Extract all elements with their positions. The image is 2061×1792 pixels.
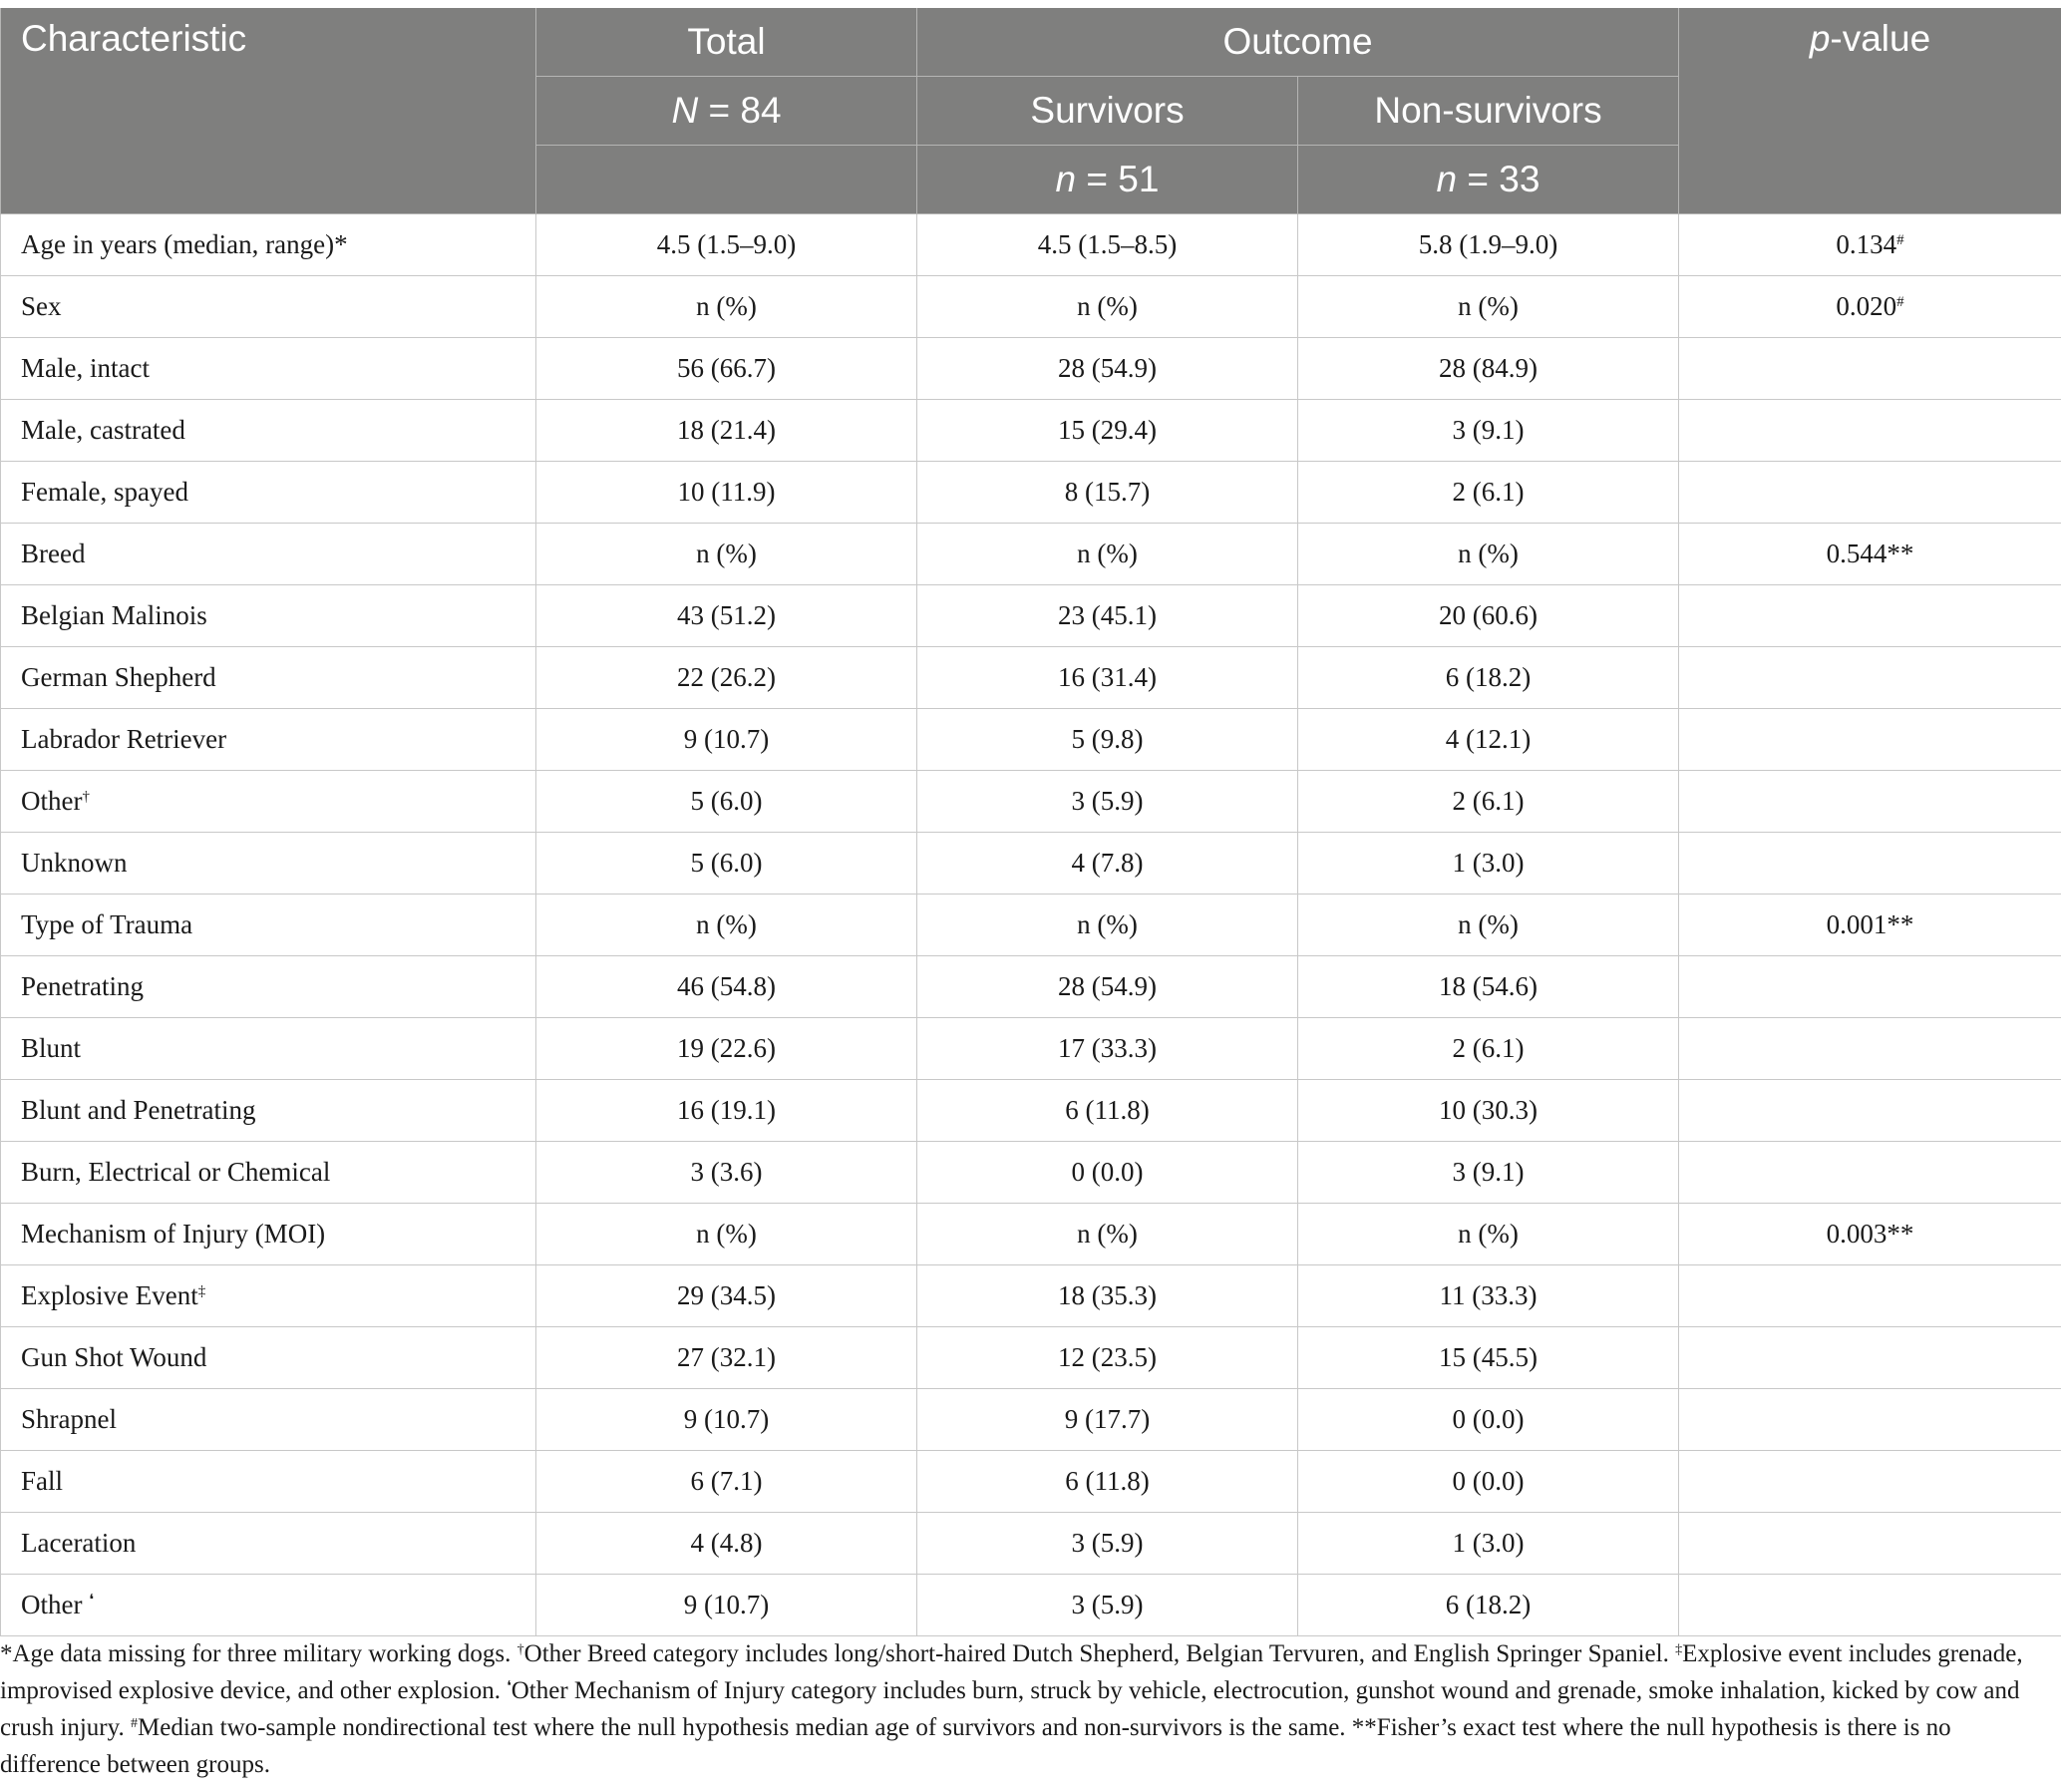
pvalue-footnote-mark: # [1896,232,1904,248]
nonsurvivors-cell: 18 (54.6) [1298,956,1679,1018]
row-label-text: Belgian Malinois [21,600,207,630]
footnote-text: Other Breed category includes long/short-haired Dutch Shepherd, Belgian Tervuren, and English Springer Spaniel. [523,1640,1676,1667]
row-label [1,400,536,462]
survivors-cell: 4 (7.8) [917,833,1298,895]
pvalue-text: 0.134 [1836,229,1897,259]
survivors-cell: 9 (17.7) [917,1389,1298,1451]
row-label [1,524,536,585]
survivors-cell: n (%) [917,276,1298,338]
survivors-cell: 8 (15.7) [917,462,1298,524]
total-cell: n (%) [536,1204,917,1265]
row-label [1,276,536,338]
table-row [1,524,2061,585]
nonsurvivors-cell: 1 (3.0) [1298,833,1679,895]
pvalue-cell [1679,895,2061,956]
pvalue-footnote-mark: # [1896,294,1904,310]
survivors-cell: 12 (23.5) [917,1327,1298,1389]
table-row [1,1204,2061,1265]
table-row [1,1575,2061,1636]
nonsurvivors-cell: 0 (0.0) [1298,1389,1679,1451]
pvalue-cell [1679,1389,2061,1451]
total-cell: 22 (26.2) [536,647,917,709]
table-body [1,214,2061,1636]
header-survivors-n-rest: = 51 [1076,159,1160,199]
footnote-text: Median two-sample nondirectional test where the null hypothesis median age of survivors and non-survivors is the same. [138,1714,1352,1741]
header-characteristic: Characteristic [1,8,536,214]
pvalue-cell [1679,400,2061,462]
table-row [1,1327,2061,1389]
table-row [1,833,2061,895]
footnote-text: Explosive event includes grenade, improvised explosive device, and other explosion. [0,1640,2023,1704]
survivors-cell: 3 (5.9) [917,1575,1298,1636]
total-cell: 46 (54.8) [536,956,917,1018]
nonsurvivors-cell: n (%) [1298,276,1679,338]
row-label-text: Age in years (median, range)* [21,229,348,259]
row-label-text: Male, castrated [21,415,185,445]
survivors-cell: 28 (54.9) [917,956,1298,1018]
pvalue-cell [1679,214,2061,276]
survivors-cell: 3 (5.9) [917,1513,1298,1575]
footnote-part [0,1640,517,1667]
header-total-blank [536,146,917,214]
table-row [1,956,2061,1018]
pvalue-text: 0.544** [1826,538,1914,568]
row-label [1,338,536,400]
nonsurvivors-cell: 2 (6.1) [1298,1018,1679,1080]
header-survivors-n [917,146,1298,214]
total-cell: 5 (6.0) [536,833,917,895]
pvalue-cell [1679,1513,2061,1575]
table-row [1,647,2061,709]
total-cell: 29 (34.5) [536,1265,917,1327]
nonsurvivors-cell: n (%) [1298,1204,1679,1265]
row-label [1,585,536,647]
nonsurvivors-cell: 2 (6.1) [1298,462,1679,524]
row-label-text: Laceration [21,1528,137,1558]
row-label-text: Type of Trauma [21,909,193,939]
nonsurvivors-cell: 3 (9.1) [1298,400,1679,462]
row-label-text: Breed [21,538,86,568]
pvalue-cell [1679,524,2061,585]
total-cell: 27 (32.1) [536,1327,917,1389]
pvalue-cell [1679,462,2061,524]
survivors-cell: 0 (0.0) [917,1142,1298,1204]
row-label-text: Fall [21,1466,64,1496]
row-label [1,1204,536,1265]
header-total-n [536,77,917,146]
pvalue-cell [1679,833,2061,895]
table-row [1,1142,2061,1204]
total-cell: n (%) [536,524,917,585]
total-cell: 19 (22.6) [536,1018,917,1080]
nonsurvivors-cell: 6 (18.2) [1298,1575,1679,1636]
header-row-1 [1,8,2061,77]
total-cell: 56 (66.7) [536,338,917,400]
header-pvalue-var: p [1809,18,1831,59]
table-row [1,338,2061,400]
table-row [1,585,2061,647]
row-label-text: Other [21,1590,90,1619]
total-cell: 9 (10.7) [536,1389,917,1451]
total-cell: 10 (11.9) [536,462,917,524]
pvalue-cell [1679,1018,2061,1080]
row-label-text: Labrador Retriever [21,724,227,754]
row-label [1,1513,536,1575]
row-label-text: Penetrating [21,971,144,1001]
header-nonsurvivors: Non-survivors [1298,77,1679,146]
nonsurvivors-cell: n (%) [1298,524,1679,585]
table-row [1,1451,2061,1513]
total-cell: 9 (10.7) [536,709,917,771]
row-label [1,1451,536,1513]
table-header [1,8,2061,214]
survivors-cell: 3 (5.9) [917,771,1298,833]
nonsurvivors-cell: 5.8 (1.9–9.0) [1298,214,1679,276]
table-row [1,771,2061,833]
pvalue-cell [1679,647,2061,709]
survivors-cell: 5 (9.8) [917,709,1298,771]
survivors-cell: 23 (45.1) [917,585,1298,647]
row-label-text: Unknown [21,848,128,878]
row-label-text: Burn, Electrical or Chemical [21,1157,331,1187]
total-cell: 4 (4.8) [536,1513,917,1575]
row-label-text: Blunt and Penetrating [21,1095,256,1125]
row-label-text: Male, intact [21,353,150,383]
row-label-text: Other [21,786,83,816]
nonsurvivors-cell: 1 (3.0) [1298,1513,1679,1575]
row-label [1,1265,536,1327]
table-row [1,400,2061,462]
row-label-text: Shrapnel [21,1404,117,1434]
footnote-mark: ❛ [507,1679,512,1694]
table-footnote [0,1635,2034,1783]
pvalue-cell [1679,1575,2061,1636]
footnote-text: **Fisher’s exact test where the null hypothesis is there is no difference between groups. [0,1714,1951,1778]
row-label [1,647,536,709]
total-cell: 6 (7.1) [536,1451,917,1513]
table-row [1,1389,2061,1451]
pvalue-cell [1679,338,2061,400]
survivors-cell: n (%) [917,1204,1298,1265]
survivors-cell: 28 (54.9) [917,338,1298,400]
nonsurvivors-cell: 10 (30.3) [1298,1080,1679,1142]
table-row [1,895,2061,956]
footnote-part [517,1640,1675,1667]
header-survivors: Survivors [917,77,1298,146]
table-row [1,462,2061,524]
total-cell: 43 (51.2) [536,585,917,647]
table-row [1,276,2061,338]
row-label [1,1018,536,1080]
pvalue-cell [1679,276,2061,338]
table-row [1,1018,2061,1080]
row-label [1,895,536,956]
footnote-text: Other Mechanism of Injury category includes burn, struck by vehicle, electrocution, gunshot wound and grenade, smoke inhalation, kicked by cow and crush injury. [0,1677,2020,1741]
pvalue-cell [1679,709,2061,771]
row-label-text: Blunt [21,1033,82,1063]
row-label-text: Gun Shot Wound [21,1342,207,1372]
nonsurvivors-cell: 2 (6.1) [1298,771,1679,833]
total-cell: 3 (3.6) [536,1142,917,1204]
row-label [1,1327,536,1389]
pvalue-cell [1679,1204,2061,1265]
nonsurvivors-cell: 6 (18.2) [1298,647,1679,709]
pvalue-cell [1679,771,2061,833]
survivors-cell: 18 (35.3) [917,1265,1298,1327]
total-cell: n (%) [536,895,917,956]
table-row [1,709,2061,771]
row-label [1,214,536,276]
row-label [1,771,536,833]
total-cell: 9 (10.7) [536,1575,917,1636]
header-pvalue [1679,8,2061,214]
row-label-text: Explosive Event [21,1280,198,1310]
footnote-mark: ‡ [1675,1642,1683,1657]
header-total-n-rest: = 84 [698,90,782,131]
survivors-cell: 6 (11.8) [917,1080,1298,1142]
nonsurvivors-cell: 11 (33.3) [1298,1265,1679,1327]
row-label [1,1080,536,1142]
row-label-text: Mechanism of Injury (MOI) [21,1219,326,1249]
total-cell: 4.5 (1.5–9.0) [536,214,917,276]
table-row [1,214,2061,276]
survivors-cell: n (%) [917,895,1298,956]
row-label-footnote-mark: ‡ [197,1283,206,1299]
footnote-mark: † [516,1642,524,1657]
nonsurvivors-cell: 28 (84.9) [1298,338,1679,400]
table-row [1,1513,2061,1575]
footnote-text: *Age data missing for three military working dogs. [0,1640,517,1667]
nonsurvivors-cell: 0 (0.0) [1298,1451,1679,1513]
pvalue-cell [1679,585,2061,647]
row-label [1,709,536,771]
survivors-cell: 4.5 (1.5–8.5) [917,214,1298,276]
header-total-n-var: N [671,90,699,131]
survivors-cell: 15 (29.4) [917,400,1298,462]
nonsurvivors-cell: 20 (60.6) [1298,585,1679,647]
row-label-footnote-mark: † [82,789,90,805]
row-label [1,462,536,524]
pvalue-text: 0.001** [1826,909,1914,939]
nonsurvivors-cell: 3 (9.1) [1298,1142,1679,1204]
pvalue-cell [1679,1142,2061,1204]
row-label-text: Sex [21,291,62,321]
header-pvalue-rest: -value [1830,18,1931,59]
header-nonsurvivors-n-var: n [1436,159,1458,199]
row-label [1,833,536,895]
total-cell: 5 (6.0) [536,771,917,833]
table-row [1,1265,2061,1327]
row-label-footnote-mark: ❛ [89,1593,95,1609]
row-label [1,1575,536,1636]
total-cell: 16 (19.1) [536,1080,917,1142]
pvalue-cell [1679,1327,2061,1389]
characteristics-table [0,8,2061,1636]
pvalue-cell [1679,1451,2061,1513]
header-nonsurvivors-n [1298,146,1679,214]
nonsurvivors-cell: 4 (12.1) [1298,709,1679,771]
header-outcome: Outcome [917,8,1679,77]
row-label [1,956,536,1018]
footnote-mark: # [131,1716,138,1731]
survivors-cell: 6 (11.8) [917,1451,1298,1513]
row-label [1,1389,536,1451]
footnote-part [131,1714,1352,1741]
row-label-text: German Shepherd [21,662,216,692]
header-survivors-n-var: n [1055,159,1077,199]
pvalue-text: 0.003** [1826,1219,1914,1249]
row-label-text: Female, spayed [21,477,188,507]
pvalue-cell [1679,1265,2061,1327]
total-cell: 18 (21.4) [536,400,917,462]
nonsurvivors-cell: 15 (45.5) [1298,1327,1679,1389]
survivors-cell: n (%) [917,524,1298,585]
survivors-cell: 16 (31.4) [917,647,1298,709]
table-row [1,1080,2061,1142]
nonsurvivors-cell: n (%) [1298,895,1679,956]
survivors-cell: 17 (33.3) [917,1018,1298,1080]
pvalue-cell [1679,956,2061,1018]
row-label [1,1142,536,1204]
header-total: Total [536,8,917,77]
total-cell: n (%) [536,276,917,338]
header-nonsurvivors-n-rest: = 33 [1457,159,1541,199]
pvalue-text: 0.020 [1836,291,1897,321]
pvalue-cell [1679,1080,2061,1142]
